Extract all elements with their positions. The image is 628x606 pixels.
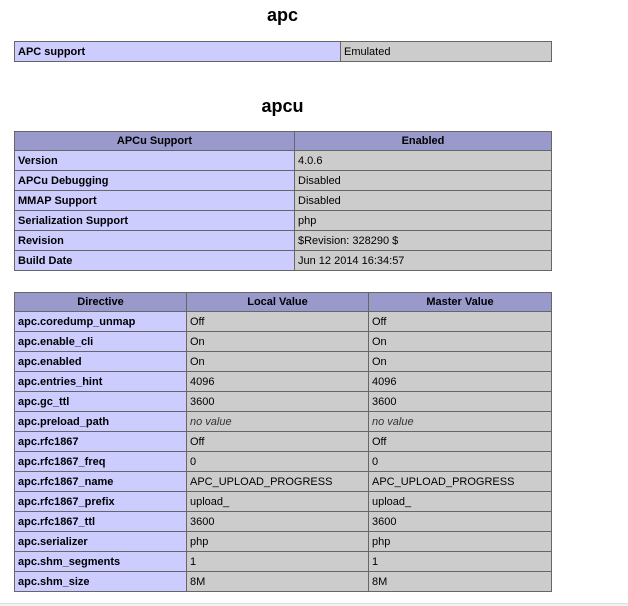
local-value: 0 <box>187 452 369 472</box>
info-label: APCu Debugging <box>15 171 295 191</box>
info-value: Disabled <box>295 191 552 211</box>
apcu-support-header: APCu Support <box>15 132 295 151</box>
master-value: 3600 <box>369 392 552 412</box>
directive-name: apc.rfc1867_freq <box>15 452 187 472</box>
master-value: On <box>369 352 552 372</box>
local-value: On <box>187 352 369 372</box>
master-value: upload_ <box>369 492 552 512</box>
directive-name: apc.rfc1867_prefix <box>15 492 187 512</box>
local-value <box>187 412 369 432</box>
directive-name: apc.enabled <box>15 352 187 372</box>
info-value: php <box>295 211 552 231</box>
table-row <box>15 191 552 211</box>
info-label: Version <box>15 151 295 171</box>
local-value: 1 <box>187 552 369 572</box>
apc-info-table <box>14 41 552 62</box>
info-value: 4.0.6 <box>295 151 552 171</box>
local-value: 4096 <box>187 372 369 392</box>
master-value: 3600 <box>369 512 552 532</box>
table-row <box>15 552 552 572</box>
directive-name: apc.entries_hint <box>15 372 187 392</box>
apcu-enabled-header: Enabled <box>295 132 552 151</box>
table-row <box>15 392 552 412</box>
apcu-info-table <box>14 131 552 271</box>
master-value-header: Master Value <box>369 293 552 312</box>
local-value: Off <box>187 432 369 452</box>
directive-name: apc.rfc1867_ttl <box>15 512 187 532</box>
table-row <box>15 432 552 452</box>
master-value: Off <box>369 432 552 452</box>
apcu-info-header-row <box>15 132 552 151</box>
info-label: Serialization Support <box>15 211 295 231</box>
master-value: 8M <box>369 572 552 592</box>
table-row <box>15 372 552 392</box>
info-label: MMAP Support <box>15 191 295 211</box>
table-row <box>15 492 552 512</box>
directive-name: apc.rfc1867_name <box>15 472 187 492</box>
table-row <box>15 572 552 592</box>
apcu-directives-table <box>14 292 552 592</box>
table-row <box>15 512 552 532</box>
info-label: Revision <box>15 231 295 251</box>
master-value: php <box>369 532 552 552</box>
master-value: 0 <box>369 452 552 472</box>
table-row <box>15 151 552 171</box>
master-value: 4096 <box>369 372 552 392</box>
table-row <box>15 231 552 251</box>
table-row <box>15 352 552 372</box>
table-row <box>15 171 552 191</box>
table-row <box>15 332 552 352</box>
local-value-header: Local Value <box>187 293 369 312</box>
directive-name: apc.shm_segments <box>15 552 187 572</box>
local-value: php <box>187 532 369 552</box>
directive-header: Directive <box>15 293 187 312</box>
apc-section-title: apc <box>266 5 299 25</box>
table-row <box>15 412 552 432</box>
table-row <box>15 472 552 492</box>
no-value-text: no value <box>190 415 232 428</box>
table-row <box>15 452 552 472</box>
table-row <box>15 532 552 552</box>
apc-support-label: APC support <box>15 42 341 62</box>
apcu-section-title: apcu <box>261 96 304 116</box>
directive-name: apc.coredump_unmap <box>15 312 187 332</box>
info-label: Build Date <box>15 251 295 271</box>
local-value: 3600 <box>187 392 369 412</box>
master-value <box>369 412 552 432</box>
master-value: Off <box>369 312 552 332</box>
apc-support-value: Emulated <box>341 42 552 62</box>
local-value: On <box>187 332 369 352</box>
directive-name: apc.preload_path <box>15 412 187 432</box>
master-value: On <box>369 332 552 352</box>
directive-name: apc.enable_cli <box>15 332 187 352</box>
info-value: Jun 12 2014 16:34:57 <box>295 251 552 271</box>
info-value: Disabled <box>295 171 552 191</box>
info-value: $Revision: 328290 $ <box>295 231 552 251</box>
local-value: Off <box>187 312 369 332</box>
directive-name: apc.gc_ttl <box>15 392 187 412</box>
directive-name: apc.serializer <box>15 532 187 552</box>
master-value: 1 <box>369 552 552 572</box>
directive-name: apc.rfc1867 <box>15 432 187 452</box>
table-row <box>15 251 552 271</box>
local-value: upload_ <box>187 492 369 512</box>
local-value: APC_UPLOAD_PROGRESS <box>187 472 369 492</box>
local-value: 8M <box>187 572 369 592</box>
table-row <box>15 42 552 62</box>
master-value: APC_UPLOAD_PROGRESS <box>369 472 552 492</box>
local-value: 3600 <box>187 512 369 532</box>
table-row <box>15 312 552 332</box>
table-row <box>15 211 552 231</box>
directive-name: apc.shm_size <box>15 572 187 592</box>
directive-header-row <box>15 293 552 312</box>
no-value-text: no value <box>372 415 414 428</box>
